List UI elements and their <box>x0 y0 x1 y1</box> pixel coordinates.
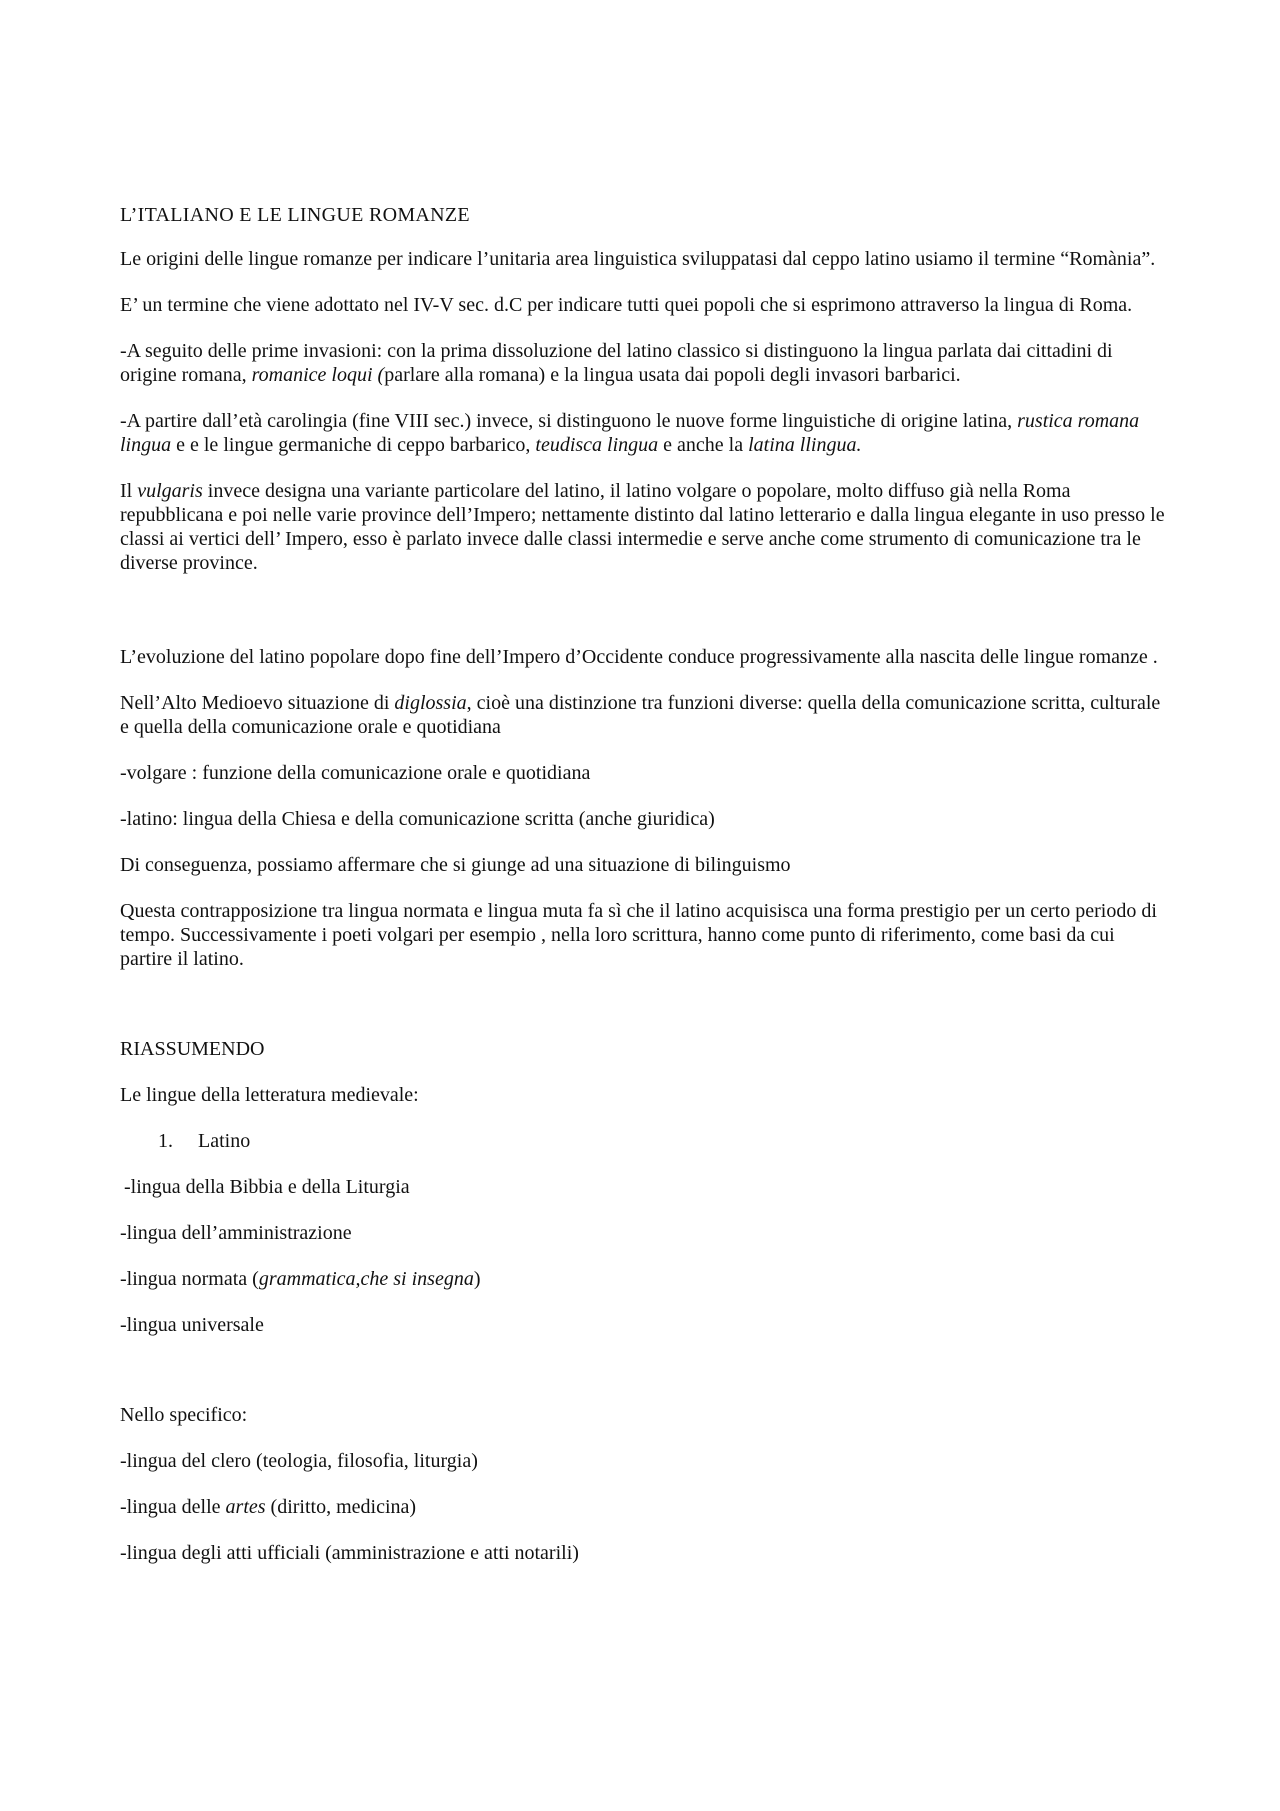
numbered-list-item <box>120 1129 1165 1153</box>
text-span: , cioè una distinzione tra funzioni diverse: quella della comunicazione scritta, culturale e quella della comunicazione orale e quotidiana <box>120 692 1161 738</box>
paragraph-contrapposizione: Questa contrapposizione tra lingua normata e lingua muta fa sì che il latino acquisisca una forma prestigio per un certo periodo di tempo. Successivamente i poeti volgari per esempio , nella loro scrittura, hanno come punto di riferimento, come basi da cui partire il latino. <box>120 900 1157 970</box>
paragraph-clero: -lingua del clero (teologia, filosofia, liturgia) <box>120 1450 478 1472</box>
document-page <box>120 203 1165 1587</box>
text-span: Il <box>120 480 138 502</box>
text-span: parlare alla romana) e la lingua usata dai popoli degli invasori barbarici. <box>384 364 961 386</box>
italic-term: artes <box>225 1496 266 1518</box>
italic-term: grammatica,che si insegna <box>258 1268 474 1290</box>
text-span: e anche la <box>658 434 749 456</box>
text-span: -A partire dall’età carolingia (fine VIII sec.) invece, si distinguono le nuove forme linguistiche di origine latina, <box>120 410 1018 432</box>
text-span: -lingua normata ( <box>120 1268 259 1290</box>
paragraph-invasioni <box>120 339 1165 387</box>
italic-term: romanice loqui ( <box>251 364 385 386</box>
paragraph-amministrazione: -lingua dell’amministrazione <box>120 1222 352 1244</box>
italic-term: rustica romana lingua <box>120 410 1140 456</box>
spacer <box>120 1359 1165 1403</box>
text-span: ) <box>473 1268 481 1290</box>
list-number: 1. <box>158 1130 173 1152</box>
spacer <box>120 597 1165 645</box>
paragraph-bibbia: -lingua della Bibbia e della Liturgia <box>124 1176 410 1198</box>
spacer <box>120 993 1165 1037</box>
paragraph-nello-specifico: Nello specifico: <box>120 1404 248 1426</box>
list-label: Latino <box>198 1130 251 1152</box>
paragraph-origini: Le origini delle lingue romanze per indicare l’unitaria area linguistica sviluppatasi dal ceppo latino usiamo il termine “Romània”. <box>120 248 1156 270</box>
paragraph-lingue-letteratura: Le lingue della letteratura medievale: <box>120 1084 419 1106</box>
text-span: Nell’Alto Medioevo situazione di <box>120 692 395 714</box>
paragraph-universale: -lingua universale <box>120 1314 264 1336</box>
paragraph-normata <box>120 1267 1165 1291</box>
text-span: invece designa una variante particolare del latino, il latino volgare o popolare, molto diffuso già nella Roma repubblicana e poi nelle varie province dell’Impero; nettamente distinto dal latino letterario e dalla lingua elegante in uso presso le classi ai vertici dell’ Impero, esso è parlato invece dalle classi intermedie e serve anche come strumento di comunicazione tra le diverse province. <box>120 480 1165 574</box>
text-span: (diritto, medicina) <box>265 1496 417 1518</box>
text-span: -lingua delle <box>120 1496 226 1518</box>
italic-term: vulgaris <box>137 480 203 502</box>
paragraph-carolingia <box>120 409 1165 457</box>
paragraph-latino: -latino: lingua della Chiesa e della comunicazione scritta (anche giuridica) <box>120 808 715 830</box>
paragraph-conseguenza: Di conseguenza, possiamo affermare che si giunge ad una situazione di bilinguismo <box>120 854 791 876</box>
summary-heading: RIASSUMENDO <box>120 1038 265 1060</box>
paragraph-artes <box>120 1495 1165 1519</box>
italic-term: teudisca lingua <box>535 434 659 456</box>
paragraph-diglossia <box>120 691 1165 739</box>
paragraph-atti-ufficiali: -lingua degli atti ufficiali (amministrazione e atti notarili) <box>120 1542 579 1564</box>
paragraph-vulgaris <box>120 479 1165 575</box>
paragraph-termine: E’ un termine che viene adottato nel IV-V sec. d.C per indicare tutti quei popoli che si esprimono attraverso la lingua di Roma. <box>120 294 1133 316</box>
document-title: L’ITALIANO E LE LINGUE ROMANZE <box>120 204 470 226</box>
paragraph-volgare: -volgare : funzione della comunicazione orale e quotidiana <box>120 762 591 784</box>
italic-term: diglossia <box>394 692 467 714</box>
paragraph-evoluzione: L’evoluzione del latino popolare dopo fine dell’Impero d’Occidente conduce progressivamente alla nascita delle lingue romanze . <box>120 646 1158 668</box>
italic-term: latina llingua. <box>748 434 862 456</box>
text-span: -A seguito delle prime invasioni: con la prima dissoluzione del latino classico si distinguono la lingua parlata dai cittadini di origine romana, <box>120 340 1113 386</box>
text-span: e e le lingue germaniche di ceppo barbarico, <box>171 434 536 456</box>
